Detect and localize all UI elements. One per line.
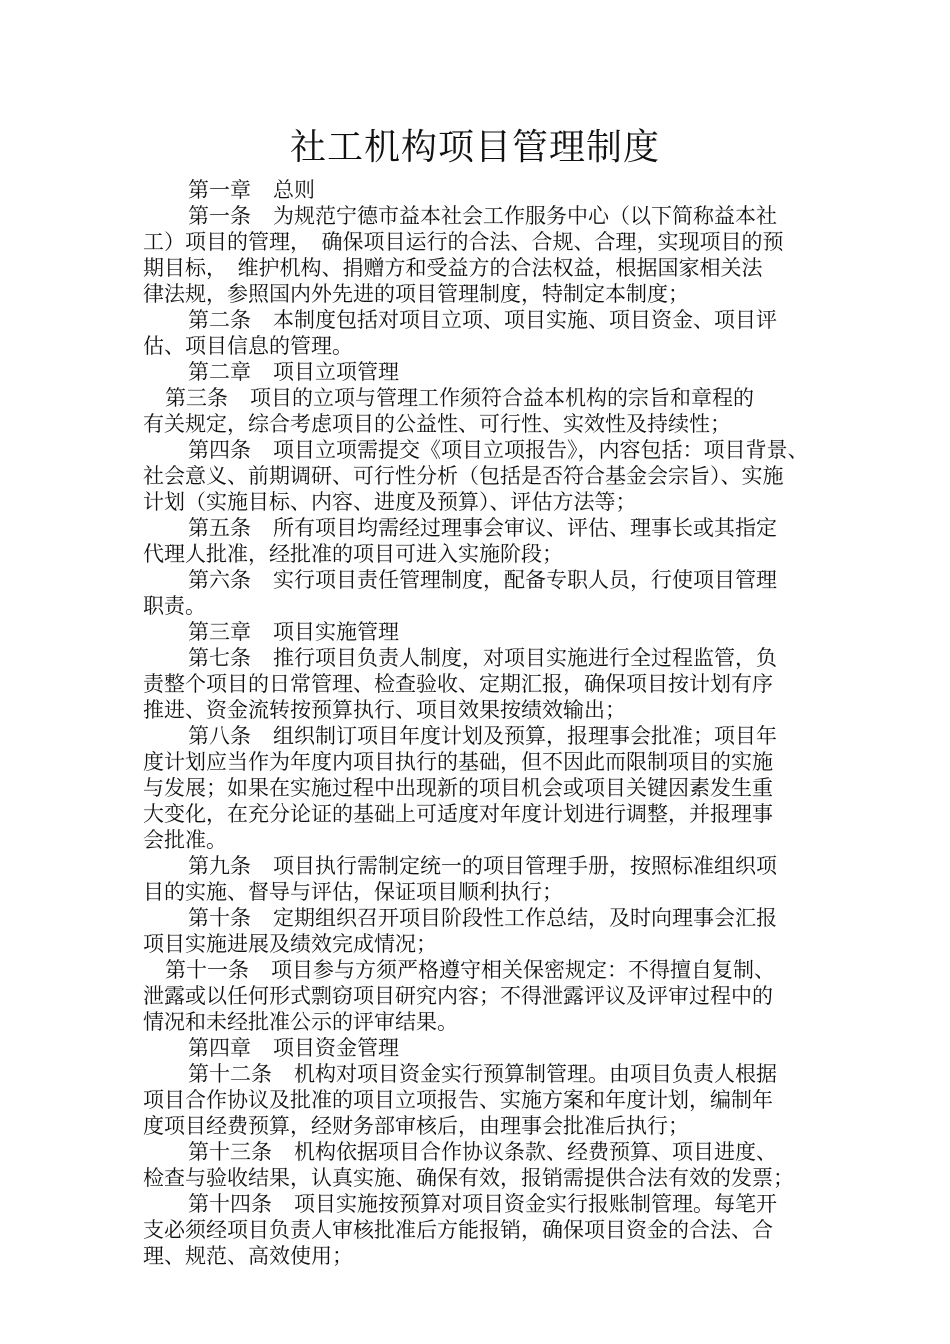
article-text: 项目的立项与管理工作须符合益本机构的宗旨和章程的 bbox=[250, 386, 754, 410]
article-text: 组织制订项目年度计划及预算，报理事会批准；项目年 bbox=[273, 724, 777, 748]
article-text: 机构对项目资金实行预算制管理。由项目负责人根据 bbox=[294, 1062, 777, 1086]
article-label: 第五条 bbox=[188, 516, 251, 540]
chapter-title: 总则 bbox=[273, 178, 315, 202]
article-line: 估、项目信息的管理。 bbox=[143, 334, 353, 358]
article-label: 第八条 bbox=[188, 724, 251, 748]
article-label: 第十一条 bbox=[165, 958, 249, 982]
article-label: 第二条 bbox=[188, 308, 251, 332]
article-line: 目的实施、督导与评估，保证项目顺利执行； bbox=[143, 880, 563, 904]
article-line: 工）项目的管理， 确保项目运行的合法、合规、合理，实现项目的预 bbox=[143, 230, 784, 254]
article-line bbox=[143, 566, 868, 594]
article-text: 为规范宁德市益本社会工作服务中心（以下简称益本社 bbox=[273, 204, 777, 228]
article-line: 支必须经项目负责人审核批准后方能报销，确保项目资金的合法、合 bbox=[143, 1218, 773, 1242]
article-label: 第十三条 bbox=[188, 1140, 272, 1164]
article-line bbox=[143, 202, 868, 230]
chapter-heading bbox=[143, 176, 868, 204]
article-line bbox=[143, 436, 868, 464]
article-line: 代理人批准，经批准的项目可进入实施阶段； bbox=[143, 542, 563, 566]
article-line: 推进、资金流转按预算执行、项目效果按绩效输出； bbox=[143, 698, 626, 722]
article-line: 情况和未经批准公示的评审结果。 bbox=[143, 1010, 458, 1034]
article-text: 推行项目负责人制度，对项目实施进行全过程监管，负 bbox=[273, 646, 777, 670]
chapter-number: 第三章 bbox=[188, 620, 251, 644]
article-line: 有关规定，综合考虑项目的公益性、可行性、实效性及持续性； bbox=[143, 412, 731, 436]
article-line: 检查与验收结果，认真实施、确保有效，报销需提供合法有效的发票； bbox=[143, 1166, 794, 1190]
chapter-title: 项目资金管理 bbox=[273, 1036, 399, 1060]
article-text: 机构依据项目合作协议条款、经费预算、项目进度、 bbox=[294, 1140, 777, 1164]
article-line: 社会意义、前期调研、可行性分析（包括是否符合基金会宗旨）、实施 bbox=[143, 464, 784, 488]
chapter-number: 第四章 bbox=[188, 1036, 251, 1060]
article-line: 会批准。 bbox=[143, 828, 227, 852]
article-line: 项目合作协议及批准的项目立项报告、实施方案和年度计划，编制年 bbox=[143, 1088, 773, 1112]
article-line: 期目标， 维护机构、捐赠方和受益方的合法权益，根据国家相关法 bbox=[143, 256, 763, 280]
article-line bbox=[143, 306, 868, 334]
article-line bbox=[143, 384, 845, 412]
chapter-heading bbox=[143, 1034, 868, 1062]
article-line: 律法规，参照国内外先进的项目管理制度，特制定本制度； bbox=[143, 282, 689, 306]
article-line bbox=[143, 1060, 868, 1088]
article-label: 第四条 bbox=[188, 438, 251, 462]
article-line bbox=[143, 904, 868, 932]
article-line: 度项目经费预算，经财务部审核后，由理事会批准后执行； bbox=[143, 1114, 689, 1138]
chapter-heading bbox=[143, 358, 868, 386]
article-line bbox=[143, 514, 868, 542]
article-label: 第六条 bbox=[188, 568, 251, 592]
article-line bbox=[143, 644, 868, 672]
chapter-title: 项目实施管理 bbox=[273, 620, 399, 644]
article-label: 第十二条 bbox=[188, 1062, 272, 1086]
article-label: 第七条 bbox=[188, 646, 251, 670]
article-line bbox=[143, 852, 868, 880]
chapter-number: 第二章 bbox=[188, 360, 251, 384]
article-line: 泄露或以任何形式剽窃项目研究内容；不得泄露评议及评审过程中的 bbox=[143, 984, 773, 1008]
article-line: 责整个项目的日常管理、检查验收、定期汇报，确保项目按计划有序 bbox=[143, 672, 773, 696]
article-text: 定期组织召开项目阶段性工作总结，及时向理事会汇报 bbox=[273, 906, 777, 930]
article-line: 计划（实施目标、内容、进度及预算）、评估方法等； bbox=[143, 490, 637, 514]
article-label: 第十四条 bbox=[188, 1192, 272, 1216]
article-text: 项目执行需制定统一的项目管理手册，按照标准组织项 bbox=[273, 854, 777, 878]
article-line: 项目实施进展及绩效完成情况； bbox=[143, 932, 437, 956]
article-label: 第一条 bbox=[188, 204, 251, 228]
article-label: 第三条 bbox=[165, 386, 228, 410]
article-line: 大变化，在充分论证的基础上可适度对年度计划进行调整，并报理事 bbox=[143, 802, 773, 826]
chapter-heading bbox=[143, 618, 868, 646]
chapter-number: 第一章 bbox=[188, 178, 251, 202]
article-text: 所有项目均需经过理事会审议、评估、理事长或其指定 bbox=[273, 516, 777, 540]
article-text: 项目立项需提交《项目立项报告》，内容包括：项目背景、 bbox=[273, 438, 809, 462]
article-text: 项目实施按预算对项目资金实行报账制管理。每笔开 bbox=[294, 1192, 777, 1216]
article-label: 第十条 bbox=[188, 906, 251, 930]
article-line bbox=[143, 956, 845, 984]
article-line bbox=[143, 1190, 868, 1218]
article-text: 项目参与方须严格遵守相关保密规定：不得擅自复制、 bbox=[271, 958, 775, 982]
document-title: 社工机构项目管理制度 bbox=[289, 127, 660, 168]
article-line bbox=[143, 722, 868, 750]
article-text: 实行项目责任管理制度，配备专职人员，行使项目管理 bbox=[273, 568, 777, 592]
article-text: 本制度包括对项目立项、项目实施、项目资金、项目评 bbox=[273, 308, 777, 332]
chapter-title: 项目立项管理 bbox=[273, 360, 399, 384]
article-line: 度计划应当作为年度内项目执行的基础，但不因此而限制项目的实施 bbox=[143, 750, 773, 774]
article-line: 理、规范、高效使用； bbox=[143, 1244, 353, 1268]
article-line bbox=[143, 1138, 868, 1166]
article-label: 第九条 bbox=[188, 854, 251, 878]
article-line: 与发展；如果在实施过程中出现新的项目机会或项目关键因素发生重 bbox=[143, 776, 773, 800]
article-line: 职责。 bbox=[143, 594, 206, 618]
